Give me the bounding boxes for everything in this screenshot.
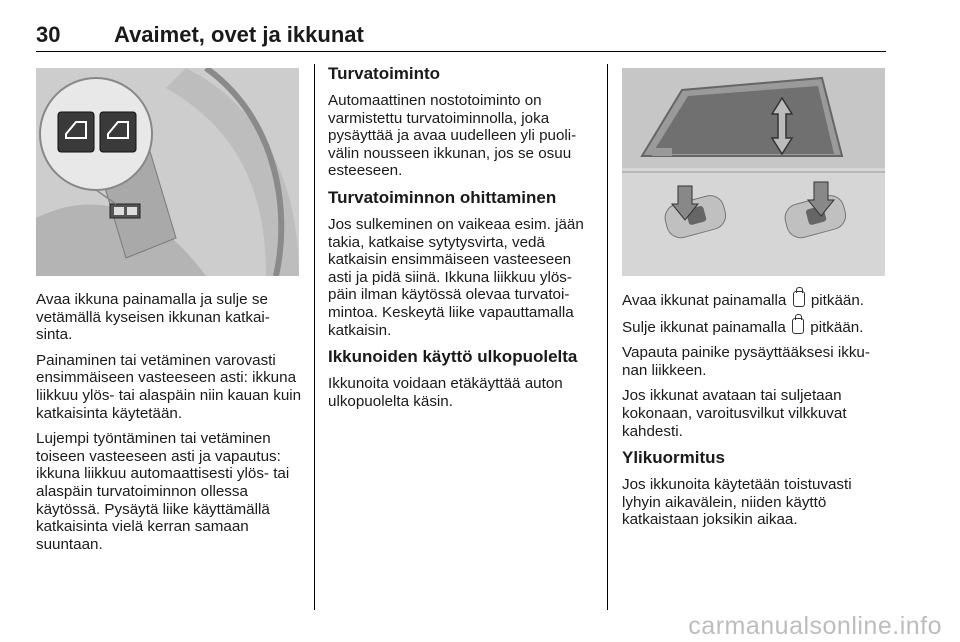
text: Avaa ikkunat painamalla bbox=[622, 292, 787, 309]
paragraph: Painaminen tai vetäminen varovasti ensimmäiseen vasteeseen asti: ikkuna liikkuu ylös- tai alaspäin niin kauan kuin katkaisinta käytetään. bbox=[36, 351, 302, 422]
paragraph: Vapauta painike pysäyttääksesi ikku-nan liikkeen. bbox=[622, 344, 870, 379]
text: pitkään. bbox=[810, 292, 865, 309]
paragraph: Jos ikkunoita käytetään toistuvasti lyhyin aikavälein, niiden käyttö katkaistaan joksikin aikaa. bbox=[622, 476, 852, 529]
column-divider-1 bbox=[314, 64, 315, 610]
paragraph: Ikkunoita voidaan etäkäyttää auton ulkopuolelta käsin. bbox=[328, 375, 563, 410]
paragraph: Lujempi työntäminen tai vetäminen toiseen vasteeseen asti ja vapautus: ikkuna liikkuu automaattisesti ylös- tai alaspäin turvatoiminnon ollessa käytössä. Pysäytä liike käyttämällä katkaisinta vielä kerran samaan suuntaan. bbox=[36, 430, 290, 553]
text: Sulje ikkunat painamalla bbox=[622, 318, 786, 336]
column-3-text bbox=[622, 291, 890, 537]
paragraph: Jos ikkunat avataan tai suljetaan kokonaan, varoitusvilkut vilkkuvat kahdesti. bbox=[622, 387, 847, 440]
unlock-icon bbox=[793, 291, 805, 307]
paragraph-open bbox=[622, 291, 890, 310]
header-divider bbox=[36, 51, 886, 52]
page-header bbox=[36, 22, 886, 52]
window-switch-illustration bbox=[36, 68, 299, 276]
car-window-key-illustration bbox=[622, 68, 885, 276]
section-heading: Ikkunoiden käyttö ulkopuolelta bbox=[328, 347, 578, 367]
column-2 bbox=[328, 64, 592, 418]
paragraph: Jos sulkeminen on vaikeaa esim. jään takia, katkaise sytytysvirta, vedä katkaisin ensimmäiseen vasteeseen asti ja pidä siinä. Ikkuna liikkuu ylös-päin ilman käytössä olevaa turvatoi-mintoa. Keskeytä liike vapauttamalla katkaisin. bbox=[328, 215, 584, 339]
page-number: 30 bbox=[36, 22, 61, 47]
column-divider-2 bbox=[607, 64, 608, 610]
watermark: carmanualsonline.info bbox=[688, 612, 942, 640]
paragraph: Avaa ikkuna painamalla ja sulje se vetämällä kyseisen ikkunan katkai-sinta. bbox=[36, 291, 270, 344]
column-1-text bbox=[36, 291, 304, 561]
section-heading: Ylikuormitus bbox=[622, 448, 725, 468]
section-heading: Turvatoiminnon ohittaminen bbox=[328, 187, 557, 207]
chapter-title: Avaimet, ovet ja ikkunat bbox=[114, 22, 364, 47]
text: pitkään. bbox=[810, 318, 864, 336]
section-heading: Turvatoiminto bbox=[328, 64, 441, 83]
paragraph-close bbox=[622, 318, 890, 337]
paragraph: Automaattinen nostotoiminto on varmistettu turvatoiminnolla, joka pysäyttää ja avaa uudelleen yli puoli-välin nousseen ikkunan, jos se osuu esteeseen. bbox=[328, 92, 577, 180]
lock-icon bbox=[792, 318, 804, 334]
